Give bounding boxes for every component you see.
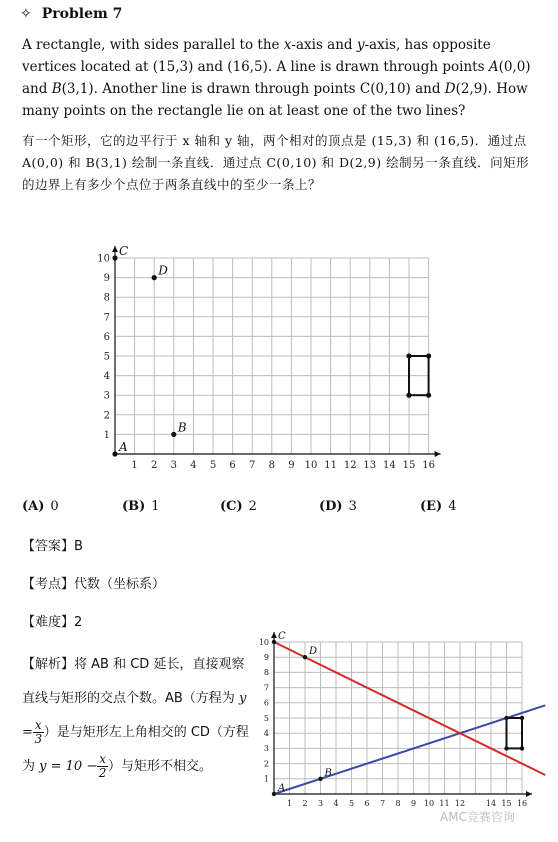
topic-line: 【考点】代数（坐标系） <box>22 577 166 592</box>
x-tick-label: 3 <box>317 799 324 808</box>
choice-c: (C) 2 <box>220 499 257 514</box>
answer-line: 【答案】B <box>22 539 83 554</box>
point-c <box>112 255 117 260</box>
y-tick-label: 8 <box>103 292 110 304</box>
rectangle-vertex <box>406 393 411 398</box>
rectangle-vertex <box>520 716 524 720</box>
point-label-d: D <box>158 263 168 278</box>
point-label-b: B <box>324 767 332 779</box>
problem-text-en: A rectangle, with sides parallel to the x-axis and y-axis, has opposite vertices located at (15,3) and (16,5). A line is drawn through points A(0,0) and B(3,1). Another line is drawn through points C(0,10) and D(2,9). How many points on the rectangle lie on at least one of the two lines? <box>22 37 531 119</box>
x-tick-label: 14 <box>383 460 396 471</box>
x-tick-label: 15 <box>402 460 416 471</box>
x-tick-label: 8 <box>268 460 275 471</box>
choice-d: (D) 3 <box>319 499 357 514</box>
y-tick-label: 6 <box>103 331 110 343</box>
point-a <box>272 792 276 796</box>
x-axis-arrow <box>526 791 532 797</box>
y-axis-arrow <box>271 632 277 638</box>
x-tick-label: 1 <box>131 460 138 471</box>
y-tick-label: 6 <box>263 698 269 708</box>
y-tick-label: 4 <box>263 729 269 738</box>
choice-a: (A) 0 <box>22 499 59 514</box>
difficulty-line: 【难度】2 <box>22 615 83 630</box>
rectangle-vertex <box>426 353 431 358</box>
x-tick-label: 12 <box>454 799 466 808</box>
y-tick-label: 5 <box>263 713 269 723</box>
y-tick-label: 8 <box>263 668 269 678</box>
y-tick-label: 1 <box>263 774 269 784</box>
choice-e: (E) 4 <box>420 499 457 514</box>
x-tick-label: 1 <box>286 799 293 808</box>
x-axis-arrow <box>435 451 441 457</box>
point-b <box>318 777 322 781</box>
problem-header <box>20 6 122 22</box>
point-a <box>112 451 117 456</box>
point-label-a: A <box>119 440 128 454</box>
series-line <box>274 642 545 775</box>
solution-text: 【解析】将 AB 和 CD 延长，直接观察直线与矩形的交点个数。AB（方程为 y = $\frac{x}{3}$ ）是与矩形左上角相交的 CD（方程为 y = 10 − $\frac{x}{2}$ ）与矩形不相交。 <box>22 657 249 780</box>
x-tick-label: 8 <box>395 799 401 808</box>
x-tick-label: 6 <box>229 460 236 471</box>
problem-title: Problem 7 <box>41 6 123 22</box>
x-tick-label: 10 <box>304 460 318 471</box>
x-tick-label: 4 <box>333 799 339 808</box>
diamond-icon: ✧ <box>20 6 32 22</box>
solution-coordinate-plot <box>258 624 552 809</box>
y-tick-label: 3 <box>263 744 269 754</box>
problem-coordinate-plot <box>85 236 450 486</box>
y-tick-label: 9 <box>263 653 269 662</box>
fraction-x-over-3: $\frac{x}{3}$ <box>34 718 43 746</box>
x-tick-label: 9 <box>410 799 417 808</box>
rectangle-vertex <box>504 716 508 720</box>
x-tick-label: 14 <box>485 799 497 808</box>
point-b <box>171 432 176 437</box>
rectangle-vertex <box>406 353 411 358</box>
x-tick-label: 16 <box>422 460 435 471</box>
x-tick-label: 9 <box>288 460 295 471</box>
y-tick-label: 7 <box>263 683 269 693</box>
x-tick-label: 7 <box>249 460 256 471</box>
point-d <box>152 275 157 280</box>
y-tick-label: 3 <box>103 390 110 402</box>
rectangle-vertex <box>520 746 524 750</box>
y-tick-label: 9 <box>103 273 110 285</box>
y-tick-label: 5 <box>103 351 110 363</box>
point-d <box>303 655 307 659</box>
x-tick-label: 5 <box>348 799 355 808</box>
x-tick-label: 6 <box>364 799 370 808</box>
x-tick-label: 15 <box>501 799 512 808</box>
x-tick-label: 12 <box>343 460 357 471</box>
point-c <box>272 640 276 644</box>
answer-choices <box>22 499 542 519</box>
x-tick-label: 13 <box>363 460 377 471</box>
y-tick-label: 1 <box>103 429 110 441</box>
point-label-c: C <box>278 631 286 642</box>
fraction-x-over-2: $\frac{x}{2}$ <box>98 752 107 780</box>
rectangle-vertex <box>426 393 431 398</box>
y-axis-arrow <box>112 246 118 252</box>
y-tick-label: 2 <box>103 410 110 422</box>
point-label-a: A <box>278 783 286 794</box>
x-tick-label: 5 <box>209 460 217 471</box>
rectangle-vertex <box>504 746 508 750</box>
x-tick-label: 4 <box>190 460 197 471</box>
watermark: AMC竞赛咨询 <box>440 810 515 824</box>
point-label-c: C <box>119 244 129 258</box>
x-tick-label: 3 <box>170 460 177 471</box>
y-tick-label: 4 <box>103 371 110 383</box>
x-tick-label: 11 <box>324 460 337 471</box>
y-tick-label: 10 <box>258 637 269 647</box>
x-tick-label: 10 <box>423 799 435 808</box>
point-label-b: B <box>177 420 187 435</box>
x-tick-label: 16 <box>516 799 528 808</box>
y-tick-label: 7 <box>103 312 110 324</box>
point-label-d: D <box>309 646 318 658</box>
x-tick-label: 11 <box>439 799 450 808</box>
x-tick-label: 2 <box>302 799 308 808</box>
x-tick-label: 2 <box>151 460 158 471</box>
choice-b: (B) 1 <box>122 499 160 514</box>
x-tick-label: 7 <box>379 799 386 808</box>
y-tick-label: 10 <box>97 253 110 265</box>
problem-text-zh: 有一个矩形，它的边平行于 x 轴和 y 轴，两个相对的顶点是 (15,3) 和 (16,5)．通过点 A(0,0) 和 B(3,1) 绘制一条直线．通过点 C(0,10) 和 D(2,9) 绘制另一条直线．问矩形的边界上有多少个点位于两条直线中的至少一条上？ <box>22 133 530 192</box>
y-tick-label: 2 <box>263 759 269 769</box>
